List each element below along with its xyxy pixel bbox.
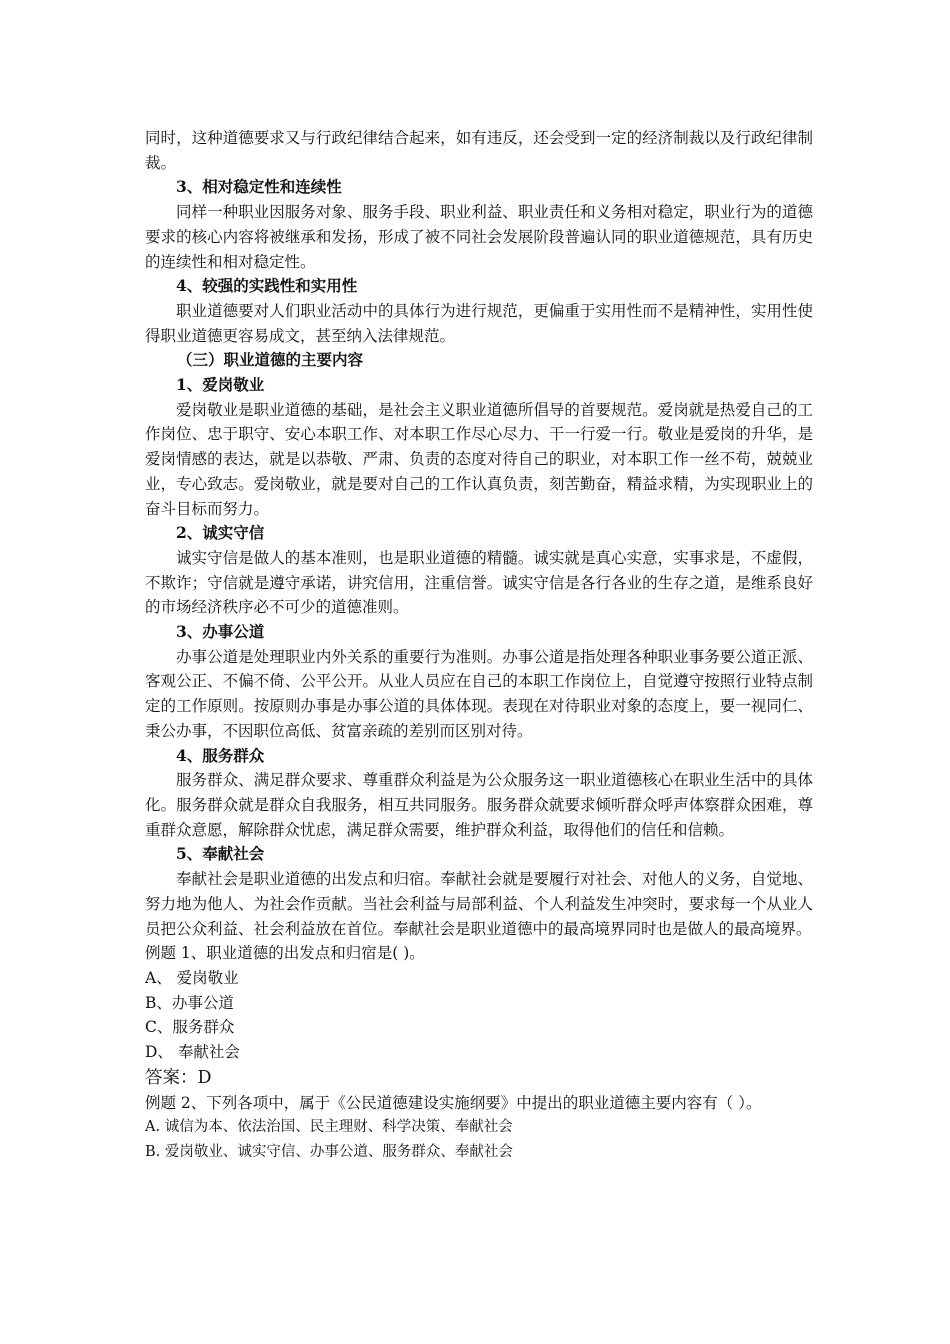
content-4-title: 4、服务群众 — [176, 745, 265, 765]
content-5-title: 5、奉献社会 — [176, 844, 265, 864]
section-title: （三）职业道德的主要内容 — [177, 350, 364, 370]
heading-stability: 3、相对稳定性和连续性 — [176, 177, 342, 197]
question-2-option-b: B. 爱岗敬业、诚实守信、办事公道、服务群众、奉献社会 — [145, 1144, 513, 1161]
question-2-option-a: A. 诚信为本、依法治国、民主理财、科学决策、奉献社会 — [145, 1119, 513, 1136]
question-1-option-b: B、办事公道 — [145, 993, 234, 1012]
paragraph-practicality: 职业道德要对人们职业活动中的具体行为进行规范，更偏重于实用性而不是精神性，实用性使得职业道德更容易成文，甚至纳入法律规范。 — [145, 301, 813, 345]
heading-practicality: 4、较强的实践性和实用性 — [176, 276, 358, 296]
content-5-text: 奉献社会是职业道德的出发点和归宿。奉献社会就是要履行对社会、对他人的义务，自觉地、努力地为他人、为社会作贡献。当社会利益与局部利益、个人利益发生冲突时，要求每一个从业人员把公众利益、社会利益放在首位。奉献社会是职业道德中的最高境界同时也是做人的最高境界。 — [145, 870, 813, 938]
document-page — [145, 126, 813, 1165]
content-3-text: 办事公道是处理职业内外关系的重要行为准则。办事公道是指处理各种职业事务要公道正派、客观公正、不偏不倚、公平公开。从业人员应在自己的本职工作岗位上，自觉遵守按照行业特点制定的工作原则。按原则办事是办事公道的具体体现。表现在对待职业对象的态度上，要一视同仁、秉公办事，不因职位高低、贫富亲疏的差别而区别对待。 — [145, 647, 813, 740]
content-2-text: 诚实守信是做人的基本准则，也是职业道德的精髓。诚实就是真心实意，实事求是，不虚假，不欺诈；守信就是遵守承诺，讲究信用，注重信誉。诚实守信是各行各业的生存之道，是维系良好的市场经济秩序必不可少的道德准则。 — [145, 548, 813, 617]
question-1-answer: 答案：D — [145, 1067, 212, 1088]
question-1-option-a: A、 爱岗敬业 — [145, 968, 239, 987]
intro-paragraph: 同时，这种道德要求又与行政纪律结合起来，如有违反，还会受到一定的经济制裁以及行政纪律制裁。 — [145, 129, 813, 172]
content-2-title: 2、诚实守信 — [176, 523, 265, 543]
paragraph-stability: 同样一种职业因服务对象、服务手段、职业利益、职业责任和义务相对稳定，职业行为的道德要求的核心内容将被继承和发扬，形成了被不同社会发展阶段普遍认同的职业道德规范，具有历史的连续性和相对稳定性。 — [145, 203, 813, 271]
content-4-text: 服务群众、满足群众要求、尊重群众利益是为公众服务这一职业道德核心在职业生活中的具体化。服务群众就是群众自我服务，相互共同服务。服务群众就要求倾听群众呼声体察群众困难，尊重群众意愿，解除群众忧虑，满足群众需要，维护群众利益，取得他们的信任和信赖。 — [145, 771, 813, 839]
question-1-option-c: C、服务群众 — [145, 1018, 235, 1037]
content-1-title: 1、爱岗敬业 — [176, 375, 265, 395]
content-1-text: 爱岗敬业是职业道德的基础，是社会主义职业道德所倡导的首要规范。爱岗就是热爱自己的工作岗位、忠于职守、安心本职工作、对本职工作尽心尽力、干一行爱一行。敬业是爱岗的升华，是爱岗情感的表达，就是以恭敬、严肃、负责的态度对待自己的职业，对本职工作一丝不苟，兢兢业业，专心致志。爱岗敬业，就是要对自己的工作认真负责，刻苦勤奋，精益求精，为实现职业上的奋斗目标而努力。 — [145, 400, 813, 518]
question-2: 例题 2、下列各项中，属于《公民道德建设实施纲要》中提出的职业道德主要内容有（ ）。 — [145, 1093, 762, 1112]
question-1: 例题 1、职业道德的出发点和归宿是( )。 — [145, 944, 425, 963]
question-1-option-d: D、 奉献社会 — [145, 1043, 240, 1062]
content-3-title: 3、办事公道 — [176, 622, 265, 642]
